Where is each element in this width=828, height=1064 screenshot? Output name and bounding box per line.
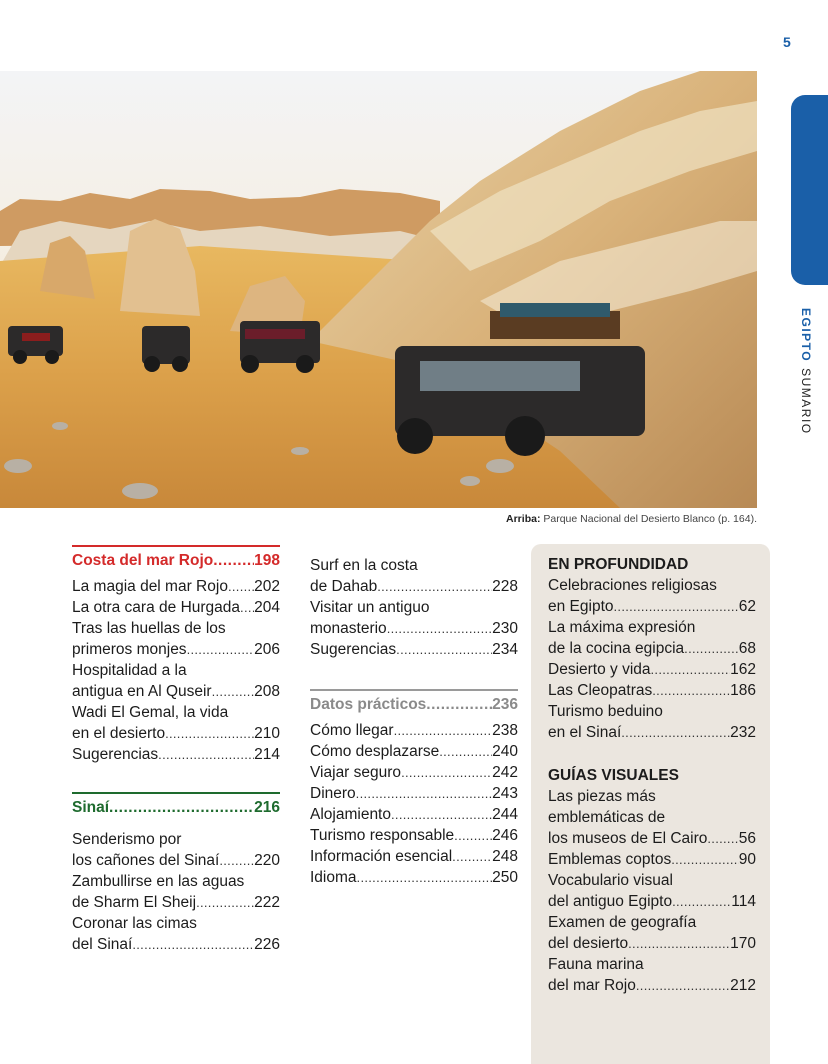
entry-text: monasterio <box>310 620 387 637</box>
toc-entry[interactable] <box>310 825 518 846</box>
entry-page: 240 <box>492 743 518 760</box>
entry-text: Turismo beduino <box>548 703 663 720</box>
entry-page: 210 <box>254 725 280 742</box>
entry-text: Hospitalidad a la <box>72 662 187 679</box>
entry-text: Zambullirse en las aguas <box>72 873 245 890</box>
toc-entry[interactable] <box>548 659 756 680</box>
entry-page: 242 <box>492 764 518 781</box>
toc-entry[interactable] <box>72 618 280 660</box>
entry-page: 226 <box>254 936 280 953</box>
toc-entry[interactable] <box>548 575 756 617</box>
entry-text: Alojamiento <box>310 806 391 823</box>
entry-page: 246 <box>492 827 518 844</box>
toc-entry[interactable] <box>72 829 280 871</box>
entry-text: los museos de El Cairo <box>548 830 708 847</box>
section-page: 236 <box>492 696 518 713</box>
section-heading-red-sea[interactable] <box>72 545 280 571</box>
entry-page: 232 <box>730 724 756 741</box>
entry-page: 202 <box>254 578 280 595</box>
entry-text: Coronar las cimas <box>72 915 197 932</box>
section-heading-practical[interactable] <box>310 689 518 715</box>
entry-text: Celebraciones religiosas <box>548 577 717 594</box>
section-tab <box>791 95 828 285</box>
entry-page: 208 <box>254 683 280 700</box>
entry-text: Tras las huellas de los <box>72 620 226 637</box>
toc-entry[interactable] <box>548 680 756 701</box>
entry-text: Examen de geografía <box>548 914 697 931</box>
section-title: Sinaí <box>72 799 110 816</box>
section-page: 198 <box>254 552 280 569</box>
toc-entry[interactable] <box>548 786 756 849</box>
toc-entry[interactable] <box>310 846 518 867</box>
toc-entry[interactable] <box>548 912 756 954</box>
entry-page: 220 <box>254 852 280 869</box>
entry-page: 186 <box>730 682 756 699</box>
entry-page: 248 <box>492 848 518 865</box>
toc-entry[interactable] <box>310 762 518 783</box>
toc-entry[interactable] <box>72 702 280 744</box>
entry-text: Las Cleopatras <box>548 682 653 699</box>
entry-text: Cómo desplazarse <box>310 743 440 760</box>
entry-page: 228 <box>492 578 518 595</box>
toc-entry[interactable] <box>310 804 518 825</box>
entry-text: La magia del mar Rojo <box>72 578 228 595</box>
entry-text: Sugerencias <box>310 641 397 658</box>
toc-entry[interactable] <box>310 555 518 597</box>
entry-text: Viajar seguro <box>310 764 402 781</box>
entry-page: 162 <box>730 661 756 678</box>
toc-entry[interactable] <box>310 783 518 804</box>
section-page: 216 <box>254 799 280 816</box>
entry-text: La máxima expresión <box>548 619 696 636</box>
entry-page: 206 <box>254 641 280 658</box>
toc-entry[interactable] <box>310 867 518 888</box>
page-number: 5 <box>783 34 791 50</box>
entry-page: 244 <box>492 806 518 823</box>
entry-page: 238 <box>492 722 518 739</box>
toc-entry[interactable] <box>310 597 518 639</box>
entry-text: los cañones del Sinaí <box>72 852 220 869</box>
entry-text: en Egipto <box>548 598 614 615</box>
side-label <box>799 308 813 435</box>
features-box <box>531 544 770 1064</box>
toc-entry[interactable] <box>310 639 518 660</box>
entry-text: de la cocina egipcia <box>548 640 685 657</box>
entry-text: Dinero <box>310 785 356 802</box>
entry-text: en el Sinaí <box>548 724 622 741</box>
in-depth-heading: EN PROFUNDIDAD <box>548 556 689 573</box>
toc-entry[interactable] <box>548 849 756 870</box>
entry-text: Idioma <box>310 869 357 886</box>
entry-page: 234 <box>492 641 518 658</box>
visual-guides-heading: GUÍAS VISUALES <box>548 767 679 784</box>
side-label-country: EGIPTO <box>799 308 813 363</box>
entry-text: en el desierto <box>72 725 166 742</box>
toc-entry[interactable] <box>72 660 280 702</box>
entry-text: Información esencial <box>310 848 453 865</box>
toc-entry[interactable] <box>548 870 756 912</box>
entry-text: Senderismo por <box>72 831 182 848</box>
side-label-section: SUMARIO <box>799 368 813 435</box>
toc-entry[interactable] <box>548 954 756 996</box>
entry-text: Wadi El Gemal, la vida <box>72 704 229 721</box>
caption-text: Parque Nacional del Desierto Blanco (p. 164). <box>543 513 757 525</box>
entry-text: Surf en la costa <box>310 557 418 574</box>
toc-entry[interactable] <box>72 871 280 913</box>
entry-page: 230 <box>492 620 518 637</box>
entry-text: Cómo llegar <box>310 722 394 739</box>
entry-page: 243 <box>492 785 518 802</box>
entry-text: primeros monjes <box>72 641 187 658</box>
entry-page: 250 <box>492 869 518 886</box>
entry-text: Emblemas coptos <box>548 851 672 868</box>
entry-page: 90 <box>738 851 756 868</box>
section-title: Costa del mar Rojo <box>72 552 214 569</box>
toc-entry[interactable] <box>548 617 756 659</box>
entry-page: 214 <box>254 746 280 763</box>
entry-text: de Dahab <box>310 578 378 595</box>
entry-page: 204 <box>254 599 280 616</box>
entry-page: 222 <box>254 894 280 911</box>
entry-text: Fauna marina <box>548 956 644 973</box>
entry-text: del desierto <box>548 935 629 952</box>
section-title: Datos prácticos <box>310 696 427 713</box>
entry-text: Turismo responsable <box>310 827 455 844</box>
entry-text: Vocabulario visual <box>548 872 673 889</box>
section-heading-sinai[interactable] <box>72 792 280 818</box>
entry-text: La otra cara de Hurgada <box>72 599 241 616</box>
caption-label: Arriba: <box>506 513 541 525</box>
contents-column-2 <box>310 555 518 888</box>
toc-entry[interactable] <box>548 701 756 743</box>
entry-text: Visitar un antiguo <box>310 599 430 616</box>
entry-text: Las piezas más <box>548 788 656 805</box>
desert-photo <box>0 71 757 508</box>
entry-page: 68 <box>738 640 756 657</box>
toc-entry[interactable] <box>72 913 280 955</box>
entry-page: 114 <box>731 893 756 910</box>
entry-page: 212 <box>730 977 756 994</box>
entry-text: emblemáticas de <box>548 809 666 826</box>
entry-text: del Sinaí <box>72 936 133 953</box>
entry-text: del mar Rojo <box>548 977 636 994</box>
photo-caption <box>506 513 757 525</box>
contents-column-1 <box>72 545 280 955</box>
entry-text: antigua en Al Quseir <box>72 683 212 700</box>
toc-entry[interactable] <box>72 576 280 597</box>
toc-entry[interactable] <box>72 744 280 765</box>
entry-text: Sugerencias <box>72 746 159 763</box>
entry-text: del antiguo Egipto <box>548 893 673 910</box>
entry-text: Desierto y vida <box>548 661 651 678</box>
entry-page: 170 <box>730 935 756 952</box>
entry-page: 62 <box>738 598 756 615</box>
entry-text: de Sharm El Sheij <box>72 894 197 911</box>
entry-page: 56 <box>738 830 756 847</box>
toc-entry[interactable] <box>310 741 518 762</box>
toc-entry[interactable] <box>72 597 280 618</box>
toc-entry[interactable] <box>310 720 518 741</box>
